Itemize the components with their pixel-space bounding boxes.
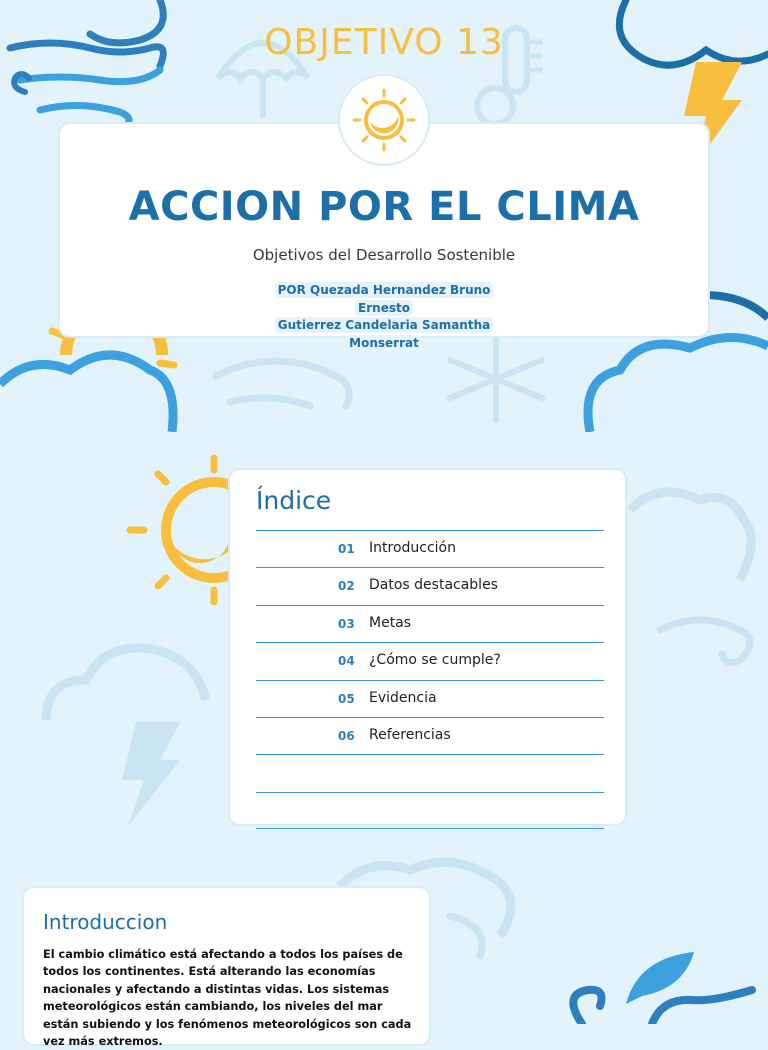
- index-divider: [256, 754, 604, 791]
- index-label: Metas: [369, 614, 412, 631]
- index-number: 03: [338, 616, 355, 631]
- intro-card: [22, 886, 431, 1049]
- author-line: Gutierrez Candelaria Samantha: [275, 317, 493, 333]
- author-line: Monserrat: [346, 335, 422, 351]
- index-item: [256, 642, 604, 679]
- index-number: 01: [338, 542, 355, 556]
- sun-badge: [338, 74, 430, 166]
- index-list: [256, 530, 604, 829]
- index-card: [228, 468, 627, 826]
- intro-paragraph: El cambio climático está afectando a todos los países de todos los continentes. Está alterando las economías nacionales y afectando a distintas vidas. Los sistemas meteorológicos están cambiando, los niveles del mar están subiendo y los fenómenos meteorológicos son cada vez más extremos.: [43, 948, 412, 1049]
- index-item: [256, 605, 604, 642]
- author-line: POR Quezada Hernandez Bruno: [275, 282, 494, 298]
- index-number: 06: [338, 728, 355, 743]
- storm-cloud-icon: [36, 630, 236, 830]
- index-label: Evidencia: [369, 689, 437, 706]
- objective-title: OBJETIVO 13: [264, 22, 504, 63]
- wind-icon: [0, 0, 180, 140]
- index-label: Datos destacables: [369, 577, 498, 594]
- index-number: 05: [338, 691, 355, 706]
- index-item: [256, 567, 604, 604]
- index-number: 04: [338, 654, 355, 669]
- index-number: 02: [338, 579, 355, 594]
- intro-heading: Introduccion: [43, 910, 168, 934]
- author-line: Ernesto: [355, 300, 413, 316]
- main-title: ACCION POR EL CLIMA: [128, 184, 640, 230]
- index-label: ¿Cómo se cumple?: [369, 652, 501, 669]
- index-divider: [256, 792, 604, 829]
- cloud-icon: [620, 480, 768, 690]
- index-label: Introducción: [369, 540, 456, 556]
- index-item: [256, 717, 604, 754]
- index-heading: Índice: [256, 486, 332, 515]
- subtitle: Objetivos del Desarrollo Sostenible: [252, 246, 516, 264]
- sun-icon: [340, 76, 428, 164]
- cloud-icon: [0, 340, 200, 432]
- sun-icon: [124, 452, 234, 608]
- index-item: [256, 680, 604, 717]
- authors-block: [60, 282, 708, 352]
- wind-icon: [552, 984, 768, 1024]
- index-label: Referencias: [369, 726, 451, 743]
- index-item: [256, 530, 604, 567]
